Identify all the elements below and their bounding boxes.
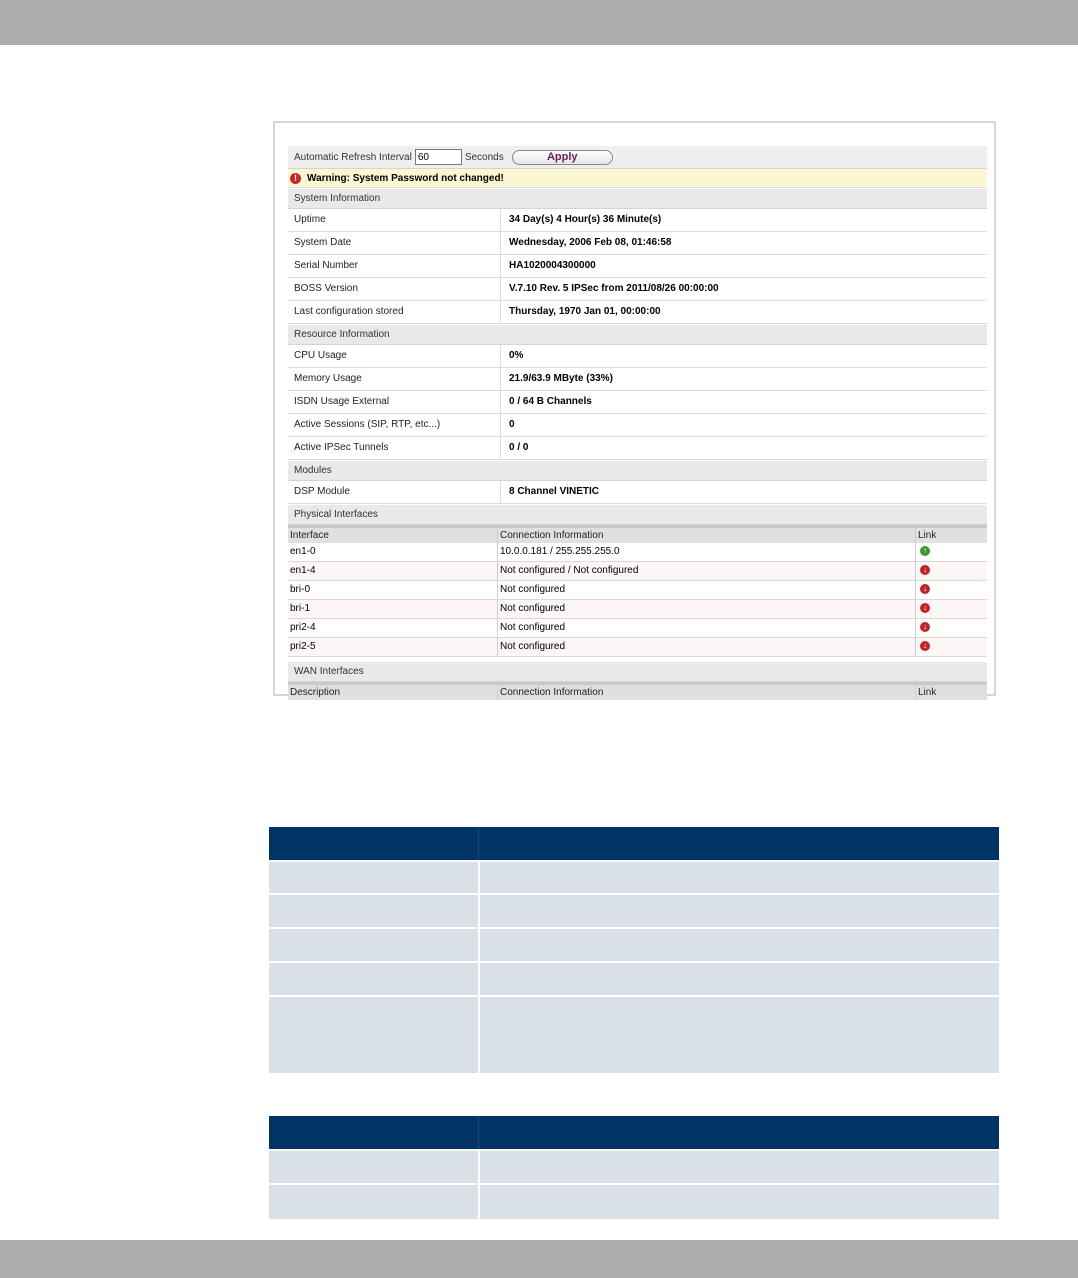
page-top-bar (0, 0, 1078, 45)
col-link: Link (918, 530, 937, 541)
resource-value: 0 (509, 419, 515, 430)
interface-info: Not configured (498, 619, 916, 637)
interface-info: 10.0.0.181 / 255.255.255.0 (498, 543, 916, 561)
section-modules: Modules (288, 460, 987, 481)
doc-table-1-row (269, 963, 999, 995)
table-row (288, 581, 987, 600)
col-connection-info: Connection Information (498, 528, 916, 543)
doc-table-2-row (269, 1151, 999, 1183)
interface-name: bri-0 (288, 581, 498, 599)
physical-interfaces-body (288, 543, 987, 657)
warning-icon: ! (290, 173, 301, 184)
doc-table-1 (269, 827, 999, 1073)
doc-table-1-row (269, 862, 999, 893)
doc-table-2-row (269, 1185, 999, 1219)
link-down-icon: ↓ (920, 603, 930, 613)
module-row-dsp (288, 481, 987, 504)
resource-value: 0 / 64 B Channels (509, 396, 592, 407)
link-down-icon: ↓ (920, 584, 930, 594)
table-row (288, 619, 987, 638)
resource-value: 0 / 0 (509, 442, 529, 453)
resource-row-isdn (288, 391, 987, 414)
resource-label: ISDN Usage External (288, 391, 501, 413)
interface-name: en1-0 (288, 543, 498, 561)
info-row-system-date (288, 232, 987, 255)
info-label: Last configuration stored (288, 301, 501, 323)
doc-table-1-row (269, 895, 999, 927)
resource-label: Memory Usage (288, 368, 501, 390)
section-physical-interfaces: Physical Interfaces (288, 504, 987, 525)
col-interface: Interface (288, 528, 498, 543)
info-row-uptime (288, 209, 987, 232)
interface-info: Not configured (498, 638, 916, 656)
interface-info: Not configured / Not configured (498, 562, 916, 580)
apply-button[interactable]: Apply (512, 150, 613, 165)
table-row (288, 638, 987, 657)
resource-row-cpu (288, 345, 987, 368)
col-link: Link (918, 687, 937, 698)
info-value: Thursday, 1970 Jan 01, 00:00:00 (509, 306, 661, 317)
link-down-icon: ↓ (920, 641, 930, 651)
module-label: DSP Module (288, 481, 501, 503)
interface-info: Not configured (498, 581, 916, 599)
page-bottom-bar (0, 1240, 1078, 1278)
info-label: System Date (288, 232, 501, 254)
interface-name: en1-4 (288, 562, 498, 580)
doc-table-1-row (269, 929, 999, 961)
status-screenshot-frame (273, 121, 996, 696)
warning-banner (288, 169, 987, 188)
doc-table-2-header (269, 1116, 999, 1149)
table-row (288, 562, 987, 581)
interface-info: Not configured (498, 600, 916, 618)
warning-text: Warning: System Password not changed! (307, 172, 504, 184)
resource-label: Active Sessions (SIP, RTP, etc...) (288, 414, 501, 436)
info-row-boss-version (288, 278, 987, 301)
doc-table-1-row (269, 997, 999, 1073)
interface-name: pri2-5 (288, 638, 498, 656)
resource-label: CPU Usage (288, 345, 501, 367)
refresh-row (288, 146, 987, 169)
refresh-unit-label: Seconds (464, 151, 504, 163)
interface-name: pri2-4 (288, 619, 498, 637)
info-label: Uptime (288, 209, 501, 231)
refresh-interval-input[interactable] (415, 149, 462, 165)
col-connection-info: Connection Information (498, 685, 916, 700)
link-up-icon: ↑ (920, 546, 930, 556)
module-value: 8 Channel VINETIC (509, 486, 600, 497)
physical-interfaces-header (288, 525, 987, 543)
resource-row-sessions (288, 414, 987, 437)
info-value: V.7.10 Rev. 5 IPSec from 2011/08/26 00:00:00 (509, 283, 719, 294)
section-system-information: System Information (288, 188, 987, 209)
refresh-interval-label: Automatic Refresh Interval (294, 151, 412, 163)
doc-table-1-header (269, 827, 999, 860)
info-row-serial-number (288, 255, 987, 278)
info-label: BOSS Version (288, 278, 501, 300)
doc-table-2 (269, 1116, 999, 1219)
section-wan-interfaces: WAN Interfaces (288, 661, 987, 682)
table-row (288, 600, 987, 619)
info-value: 34 Day(s) 4 Hour(s) 36 Minute(s) (509, 214, 662, 225)
link-down-icon: ↓ (920, 565, 930, 575)
info-value: Wednesday, 2006 Feb 08, 01:46:58 (509, 237, 672, 248)
resource-row-ipsec (288, 437, 987, 460)
info-label: Serial Number (288, 255, 501, 277)
info-value: HA1020004300000 (509, 260, 596, 271)
col-description: Description (288, 685, 498, 700)
resource-row-memory (288, 368, 987, 391)
resource-value: 0% (509, 350, 524, 361)
interface-name: bri-1 (288, 600, 498, 618)
wan-interfaces-header (288, 682, 987, 700)
link-down-icon: ↓ (920, 622, 930, 632)
table-row (288, 543, 987, 562)
section-resource-information: Resource Information (288, 324, 987, 345)
resource-value: 21.9/63.9 MByte (33%) (509, 373, 613, 384)
info-row-last-config (288, 301, 987, 324)
status-panel (288, 146, 987, 700)
resource-label: Active IPSec Tunnels (288, 437, 501, 459)
